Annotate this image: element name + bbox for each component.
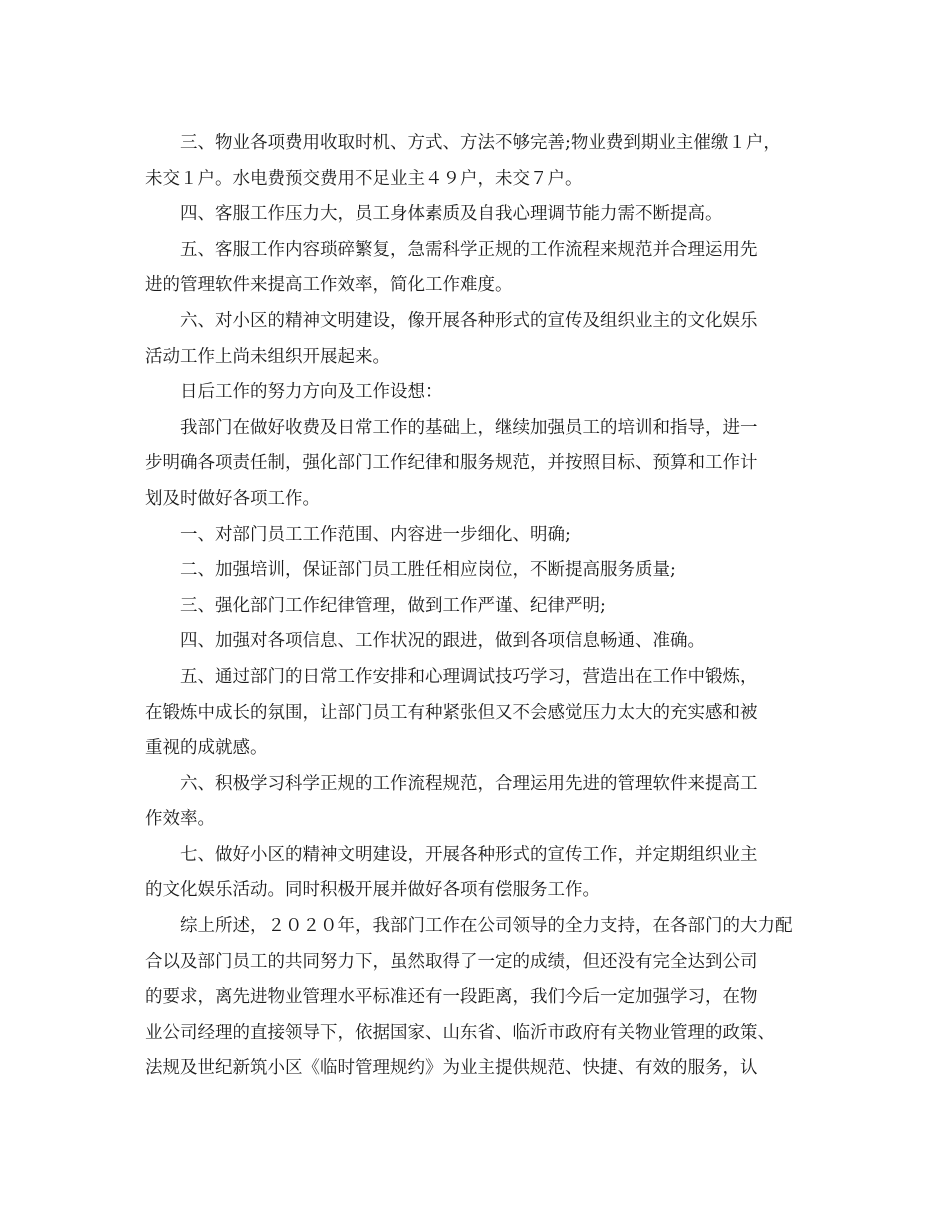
text-line: 未交１户。水电费预交费用不足业主４９户，未交７户。 — [145, 168, 583, 189]
text-line: 五、通过部门的日常工作安排和心理调试技巧学习，营造出在工作中锻炼， — [180, 666, 758, 687]
text-line: 七、做好小区的精神文明建设，开展各种形式的宣传工作，并定期组织业主 — [180, 844, 758, 865]
text-line: 在锻炼中成长的氛围，让部门员工有种紧张但又不会感觉压力太大的充实感和被 — [145, 702, 758, 723]
text-line: 的文化娱乐活动。同时积极开展并做好各项有偿服务工作。 — [145, 880, 600, 901]
text-line: 作效率。 — [145, 809, 215, 830]
text-line: 日后工作的努力方向及工作设想： — [180, 382, 443, 403]
text-line: 活动工作上尚未组织开展起来。 — [145, 346, 390, 367]
text-line: 一、对部门员工工作范围、内容进一步细化、明确; — [180, 524, 571, 545]
text-line: 综上所述，２０２０年，我部门工作在公司领导的全力支持，在各部门的大力配 — [180, 916, 793, 937]
text-line: 的要求，离先进物业管理水平标准还有一段距离，我们今后一定加强学习，在物 — [145, 987, 758, 1008]
text-line: 二、加强培训，保证部门员工胜任相应岗位，不断提高服务质量; — [180, 560, 676, 581]
text-line: 业公司经理的直接领导下，依据国家、山东省、临沂市政府有关物业管理的政策、 — [145, 1022, 775, 1043]
text-line: 三、强化部门工作纪律管理，做到工作严谨、纪律严明; — [180, 595, 606, 616]
text-line: 六、对小区的精神文明建设，像开展各种形式的宣传及组织业主的文化娱乐 — [180, 310, 758, 331]
text-line: 六、积极学习科学正规的工作流程规范，合理运用先进的管理软件来提高工 — [180, 773, 758, 794]
text-line: 进的管理软件来提高工作效率，简化工作难度。 — [145, 275, 513, 296]
document-body — [145, 126, 815, 1087]
text-line: 重视的成就感。 — [145, 738, 268, 759]
text-line: 划及时做好各项工作。 — [145, 488, 320, 509]
text-line: 三、物业各项费用收取时机、方式、方法不够完善;物业费到期业主催缴１户， — [180, 133, 781, 153]
text-line: 合以及部门员工的共同努力下，虽然取得了一定的成绩，但还没有完全达到公司 — [145, 951, 758, 972]
text-line: 步明确各项责任制，强化部门工作纪律和服务规范，并按照目标、预算和工作计 — [145, 453, 758, 474]
text-line: 四、客服工作压力大，员工身体素质及自我心理调节能力需不断提高。 — [180, 204, 723, 225]
text-line: 五、客服工作内容琐碎繁复，急需科学正规的工作流程来规范并合理运用先 — [180, 239, 758, 260]
text-line: 四、加强对各项信息、工作状况的跟进，做到各项信息畅通、准确。 — [180, 631, 705, 652]
text-line: 法规及世纪新筑小区《临时管理规约》为业主提供规范、快捷、有效的服务，认 — [145, 1058, 758, 1079]
text-line: 我部门在做好收费及日常工作的基础上，继续加强员工的培训和指导，进一 — [180, 417, 758, 438]
